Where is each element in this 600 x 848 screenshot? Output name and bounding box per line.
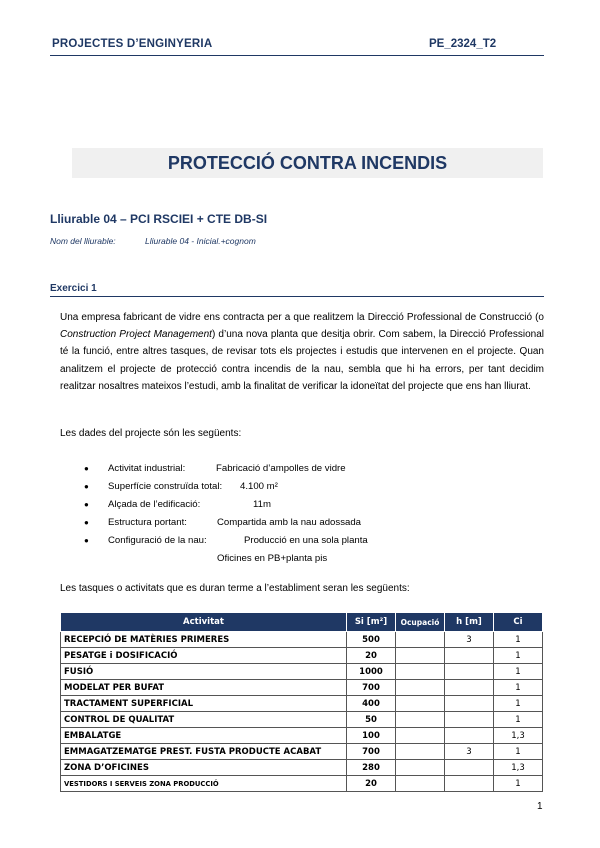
item-value-2: Oficines en PB+planta pis (217, 553, 328, 564)
table-header-row (61, 613, 543, 632)
table-row (61, 776, 543, 792)
cell-ci: 1 (494, 712, 543, 728)
table-row (61, 760, 543, 776)
paragraph-italic: Construction Project Management (60, 329, 212, 341)
cell-activitat: CONTROL DE QUALITAT (61, 712, 347, 728)
item-value: Fabricació d’ampolles de vidre (216, 463, 346, 474)
cell-si: 700 (347, 744, 396, 760)
exercise-divider (50, 296, 544, 297)
table-row (61, 648, 543, 664)
cell-ocupacio (396, 712, 445, 728)
cell-si: 1000 (347, 664, 396, 680)
cell-ocupacio (396, 760, 445, 776)
cell-activitat: MODELAT PER BUFAT (61, 680, 347, 696)
cell-ocupacio (396, 680, 445, 696)
deliverable-meta (50, 236, 256, 246)
cell-h (445, 680, 494, 696)
paragraph-part-2: ) d’una nova planta que desitja obrir. Com sabem, la Direcció Professional té la funció, entre altres tasques, de revisar tots els projectes i estudis que intervenen en el projecte. Quan analitzem el projecte de protecció contra incendis de la nau, sembla que hi ha errors, per tant decidim realitzar nosaltres mateixos l’estudi, amb la finalitat de verificar la idoneïtat del projecte que ens han lliurat. (60, 329, 544, 392)
cell-activitat: ZONA D’OFICINES (61, 760, 347, 776)
bullet-icon: ● (84, 500, 89, 509)
meta-label: Nom del lliurable: (50, 236, 116, 246)
cell-ocupacio (396, 744, 445, 760)
cell-ocupacio (396, 776, 445, 792)
cell-ocupacio (396, 632, 445, 648)
col-header-ci: Ci (494, 613, 543, 632)
col-header-si: Si [m²] (347, 613, 396, 632)
col-header-activitat: Activitat (61, 613, 347, 632)
cell-activitat: PESATGE i DOSIFICACIÓ (61, 648, 347, 664)
statement-paragraph (60, 309, 544, 395)
item-label: Estructura portant: (108, 517, 187, 528)
cell-activitat: FUSIÓ (61, 664, 347, 680)
table-row (61, 664, 543, 680)
cell-ci: 1 (494, 744, 543, 760)
col-header-ocupacio: Ocupació (396, 613, 445, 632)
cell-ci: 1 (494, 776, 543, 792)
cell-ci: 1,3 (494, 728, 543, 744)
paragraph-part-1: Una empresa fabricant de vidre ens contracta per a que realitzem la Direcció Professional de Construcció (o (60, 312, 544, 323)
cell-h (445, 728, 494, 744)
item-label: Alçada de l’edificació: (108, 499, 201, 510)
cell-si: 20 (347, 776, 396, 792)
cell-ci: 1 (494, 664, 543, 680)
exercise-heading: Exercici 1 (50, 283, 97, 294)
table-row (61, 632, 543, 648)
cell-activitat: EMMAGATZEMATGE PREST. FUSTA PRODUCTE ACABAT (61, 744, 347, 760)
item-label: Activitat industrial: (108, 463, 186, 474)
cell-h (445, 760, 494, 776)
cell-h: 3 (445, 632, 494, 648)
title-box (72, 148, 543, 178)
cell-ocupacio (396, 664, 445, 680)
page-title: PROTECCIÓ CONTRA INCENDIS (167, 153, 448, 173)
cell-ci: 1 (494, 648, 543, 664)
cell-si: 100 (347, 728, 396, 744)
cell-h: 3 (445, 744, 494, 760)
data-intro: Les dades del projecte són les següents: (60, 428, 242, 439)
cell-activitat: TRACTAMENT SUPERFICIAL (61, 696, 347, 712)
bullet-icon: ● (84, 482, 89, 491)
item-label: Superfície construïda total: (108, 481, 223, 492)
cell-ci: 1 (494, 632, 543, 648)
table-row (61, 696, 543, 712)
table-body (61, 632, 543, 792)
cell-si: 400 (347, 696, 396, 712)
col-header-h: h [m] (445, 613, 494, 632)
bullet-icon: ● (84, 536, 89, 545)
cell-activitat: EMBALATGE (61, 728, 347, 744)
cell-si: 700 (347, 680, 396, 696)
cell-ocupacio (396, 696, 445, 712)
item-value: Compartida amb la nau adossada (217, 517, 361, 528)
item-value: 11m (253, 499, 271, 510)
header-right: PE_2324_T2 (429, 38, 497, 50)
item-value: Producció en una sola planta (244, 535, 368, 546)
tasks-intro: Les tasques o activitats que es duran terme a l’establiment seran les següents: (60, 583, 410, 594)
cell-ci: 1,3 (494, 760, 543, 776)
cell-activitat: VESTIDORS I SERVEIS ZONA PRODUCCIÓ (61, 776, 347, 792)
cell-si: 280 (347, 760, 396, 776)
header-divider (50, 55, 544, 56)
cell-si: 20 (347, 648, 396, 664)
item-value: 4.100 m² (240, 481, 278, 492)
item-label: Configuració de la nau: (108, 535, 207, 546)
cell-activitat: RECEPCIÓ DE MATÈRIES PRIMERES (61, 632, 347, 648)
cell-h (445, 776, 494, 792)
table-row (61, 728, 543, 744)
header-left: PROJECTES D’ENGINYERIA (52, 38, 213, 50)
cell-h (445, 696, 494, 712)
cell-h (445, 712, 494, 728)
cell-ci: 1 (494, 696, 543, 712)
meta-value: Lliurable 04 - Inicial.+cognom (145, 236, 256, 246)
table-row (61, 680, 543, 696)
cell-ocupacio (396, 648, 445, 664)
bullet-icon: ● (84, 464, 89, 473)
cell-si: 50 (347, 712, 396, 728)
activities-table (60, 612, 543, 792)
cell-si: 500 (347, 632, 396, 648)
deliverable-subtitle: Lliurable 04 – PCI RSCIEI + CTE DB-SI (50, 212, 268, 226)
bullet-icon: ● (84, 518, 89, 527)
cell-ocupacio (396, 728, 445, 744)
cell-h (445, 664, 494, 680)
page-number: 1 (537, 801, 543, 812)
cell-ci: 1 (494, 680, 543, 696)
cell-h (445, 648, 494, 664)
table-row (61, 712, 543, 728)
table-row (61, 744, 543, 760)
